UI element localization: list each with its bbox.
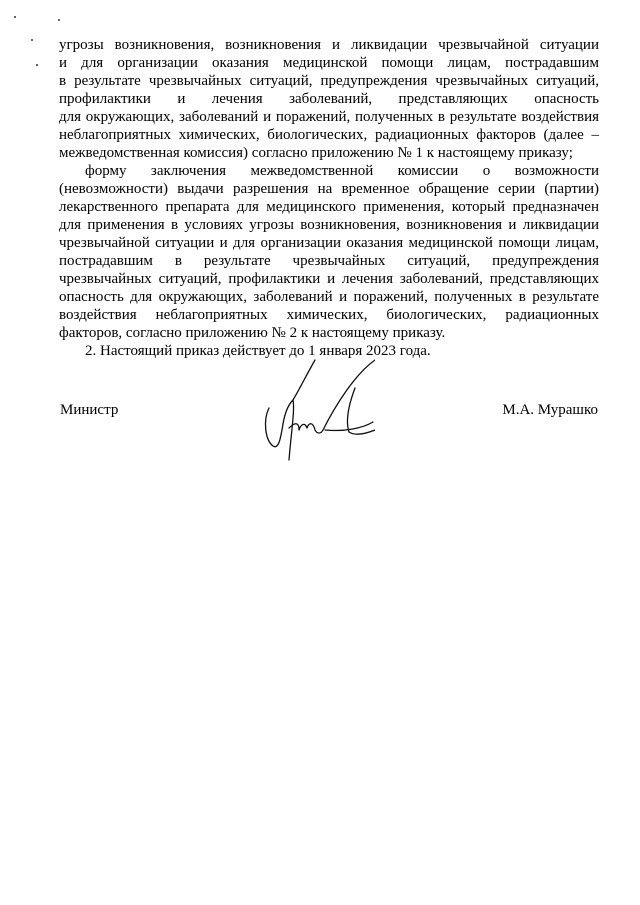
text-line: (невозможности) выдачи разрешения на временное обращение серии (партии) (59, 181, 599, 197)
text-line: 2. Настоящий приказ действует до 1 января 2023 года. (85, 343, 431, 359)
handwritten-signature (255, 350, 375, 470)
text-line: неблагоприятных химических, биологических, радиационных факторов (далее – (59, 127, 599, 143)
text-line: и для организации оказания медицинской помощи лицам, пострадавшим (59, 55, 599, 71)
text-line: для окружающих, заболеваний и поражений, полученных в результате воздействия (59, 109, 599, 125)
signatory-name: М.А. Мурашко (502, 402, 598, 418)
text-line: лекарственного препарата для медицинского применения, который предназначен (59, 199, 599, 215)
scan-speck (58, 19, 60, 21)
text-line: форму заключения межведомственной комиссии о возможности (85, 163, 599, 179)
text-line: профилактики и лечения заболеваний, представляющих опасность (59, 91, 599, 107)
text-line: в результате чрезвычайных ситуаций, предупреждения чрезвычайных ситуаций, (59, 73, 599, 89)
text-line: межведомственная комиссия) согласно приложению № 1 к настоящему приказу; (59, 145, 573, 161)
scan-speck (14, 16, 16, 18)
scan-speck (36, 64, 38, 66)
text-line: для применения в условиях угрозы возникновения, возникновения и ликвидации (59, 217, 599, 233)
text-line: угрозы возникновения, возникновения и ликвидации чрезвычайной ситуации (59, 37, 599, 53)
signatory-title: Министр (60, 402, 119, 418)
text-line: чрезвычайной ситуации и для организации оказания медицинской помощи лицам, (59, 235, 599, 251)
scan-speck (31, 39, 33, 41)
text-line: воздействия неблагоприятных химических, биологических, радиационных (59, 307, 599, 323)
text-line: факторов, согласно приложению № 2 к настоящему приказу. (59, 325, 446, 341)
text-line: опасность для окружающих, заболеваний и поражений, полученных в результате (59, 289, 599, 305)
text-line: пострадавшим в результате чрезвычайных ситуаций, предупреждения (59, 253, 599, 269)
text-line: чрезвычайных ситуаций, профилактики и лечения заболеваний, представляющих (59, 271, 599, 287)
